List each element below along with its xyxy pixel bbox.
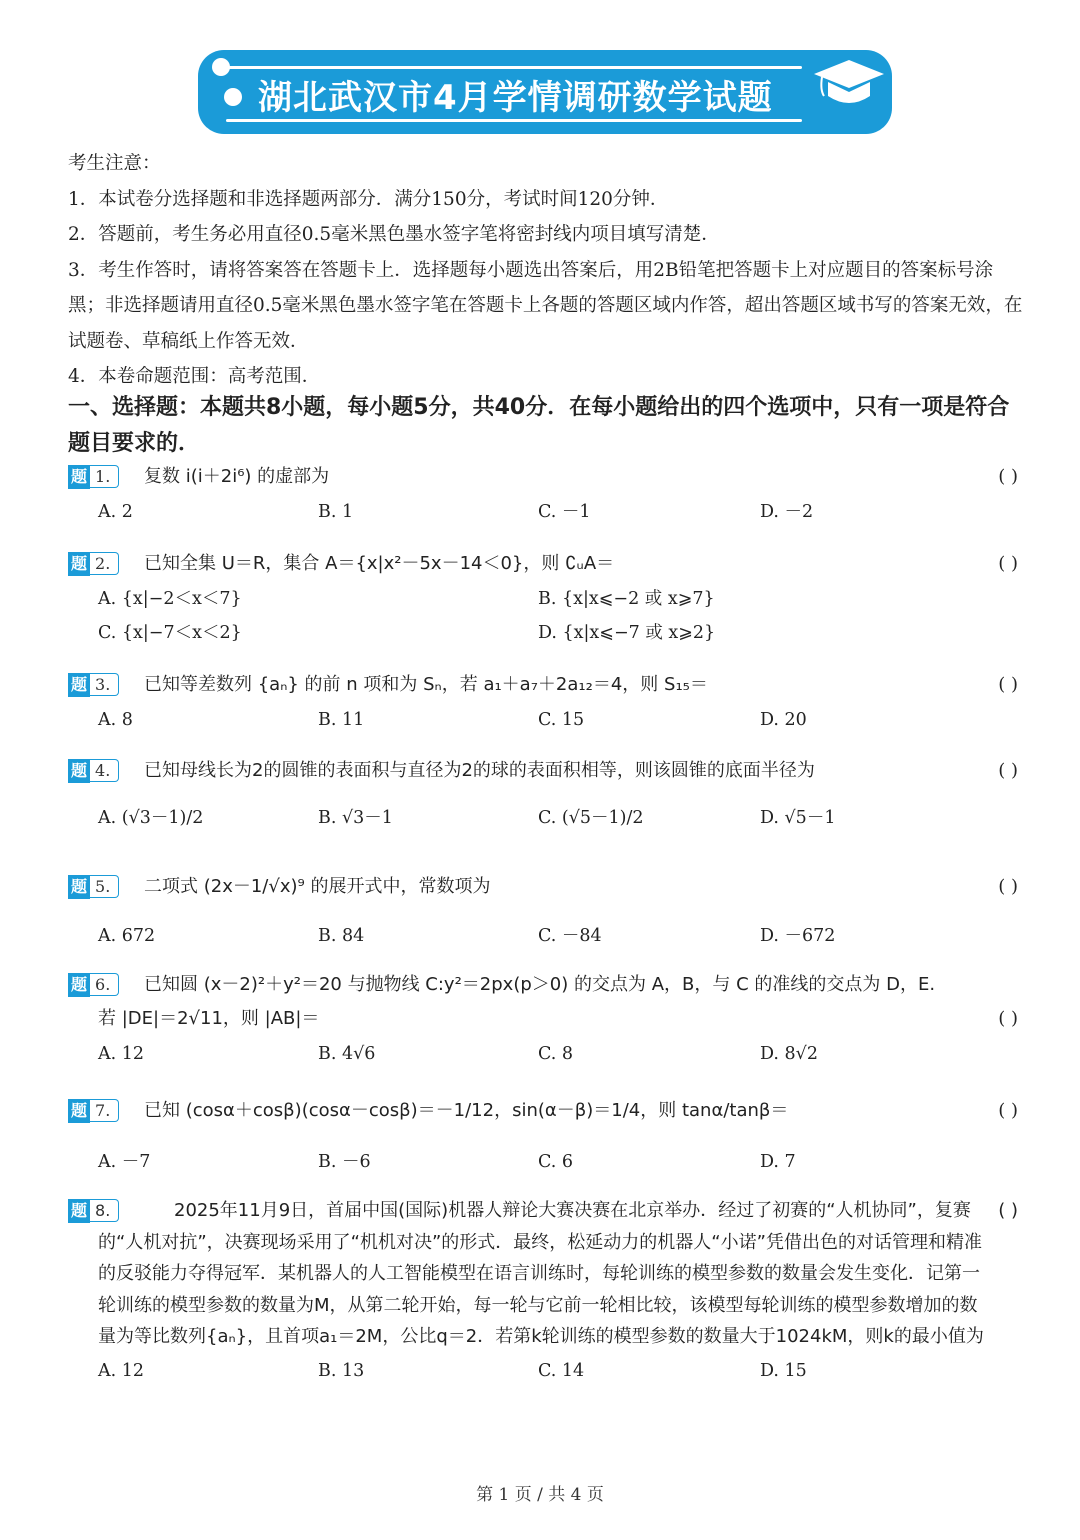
question xyxy=(68,460,1028,530)
answer-paren: ( ) xyxy=(998,760,1018,781)
option-a: A. 8 xyxy=(98,710,133,730)
banner-line xyxy=(226,119,802,122)
question xyxy=(68,870,1028,954)
question-badge: 题 4. xyxy=(68,759,119,783)
option-c: C. －84 xyxy=(538,926,602,946)
notice-block xyxy=(68,146,1028,395)
answer-paren: ( ) xyxy=(998,1008,1018,1029)
answer-paren: ( ) xyxy=(998,674,1018,695)
option-b: B. 4√6 xyxy=(318,1044,376,1064)
question xyxy=(68,1195,1028,1389)
option-a: A. 12 xyxy=(98,1044,145,1064)
option-d: D. {x|x⩽−7 或 x⩾2} xyxy=(538,623,716,643)
page-footer: 第 1 页 / 共 4 页 xyxy=(476,1485,604,1505)
banner-dot xyxy=(224,88,242,106)
option-a: A. (√3－1)/2 xyxy=(98,808,204,828)
answer-paren: ( ) xyxy=(998,1100,1018,1121)
option-d: D. －672 xyxy=(760,926,836,946)
question xyxy=(68,668,1028,738)
question xyxy=(68,547,1028,649)
question-stem-continued: 若 |DE|＝2√11，则 |AB|＝ xyxy=(98,1008,320,1029)
option-c: C. {x|−7＜x＜2} xyxy=(98,623,242,643)
option-b: B. √3－1 xyxy=(318,808,393,828)
option-d: D. 7 xyxy=(760,1152,796,1172)
option-d: D. √5－1 xyxy=(760,808,836,828)
question-badge: 题 5. xyxy=(68,875,119,899)
option-d: D. 20 xyxy=(760,710,807,730)
option-c: C. 6 xyxy=(538,1152,574,1172)
option-c: C. (√5－1)/2 xyxy=(538,808,644,828)
question xyxy=(68,754,1028,860)
question-stem: 二项式 (2x－1/√x)⁹ 的展开式中，常数项为 xyxy=(144,876,491,897)
question-badge: 题 7. xyxy=(68,1099,119,1123)
option-b: B. －6 xyxy=(318,1152,371,1172)
question-stem: 2025年11月9日，首届中国(国际)机器人辩论大赛决赛在北京举办．经过了初赛的“人机协同”，复赛的“人机对抗”，决赛现场采用了“机机对决”的形式．最终，松延动力的机器人“小诺”凭借出色的对话管理和精准的反驳能力夺得冠军．某机器人的人工智能模型在语言训练时，每轮训练的模型参数的数量会发生变化．记第一轮训练的模型参数的数量为M，从第二轮开始，每一轮与它前一轮相比较，该模型每轮训练的模型参数增加的数量为等比数列{aₙ}，且首项a₁＝2M，公比q＝2．若第k轮训练的模型参数的数量大于1024kM，则k的最小值为 xyxy=(98,1200,984,1347)
option-c: C. －1 xyxy=(538,502,591,522)
answer-paren: ( ) xyxy=(998,876,1018,897)
option-a: A. 2 xyxy=(98,502,133,522)
graduation-cap-icon xyxy=(812,52,886,116)
question-stem: 复数 i(i＋2i⁶) 的虚部为 xyxy=(144,466,330,487)
title-banner xyxy=(198,50,892,134)
option-a: A. 12 xyxy=(98,1360,145,1381)
banner-line xyxy=(226,66,802,69)
question xyxy=(68,1094,1028,1180)
question-stem: 已知全集 U＝R，集合 A＝{x|x²－5x－14＜0}，则 ∁ᵤA＝ xyxy=(144,553,615,574)
answer-paren: ( ) xyxy=(998,553,1018,574)
notice-item: 1．本试卷分选择题和非选择题两部分．满分150分，考试时间120分钟． xyxy=(68,188,669,210)
question-stem: 已知 (cosα＋cosβ)(cosα－cosβ)＝－1/12，sin(α－β)＝1/4，则 tanα/tanβ＝ xyxy=(144,1100,789,1121)
section-heading: 一、选择题：本题共8小题，每小题5分，共40分．在每小题给出的四个选项中，只有一项是符合题目要求的． xyxy=(68,395,1010,456)
option-b: B. {x|x⩽−2 或 x⩾7} xyxy=(538,589,715,609)
question-badge: 题 1. xyxy=(68,465,119,489)
option-a: A. 672 xyxy=(98,926,156,946)
answer-paren: ( ) xyxy=(998,466,1018,487)
question-badge: 题 2. xyxy=(68,552,119,576)
answer-paren: ( ) xyxy=(998,1200,1018,1221)
notice-item: 2．答题前，考生务必用直径0.5毫米黑色墨水签字笔将密封线内项目填写清楚． xyxy=(68,224,720,245)
question-badge: 题 8. xyxy=(68,1199,119,1223)
question-stem: 已知圆 (x－2)²＋y²＝20 与抛物线 C:y²＝2px(p＞0) 的交点为 A，B，与 C 的准线的交点为 D，E. xyxy=(144,974,936,995)
question-badge: 题 6. xyxy=(68,973,119,997)
notice-item: 4．本卷命题范围：高考范围． xyxy=(68,366,321,387)
option-b: B. 11 xyxy=(318,710,365,730)
question-stem: 已知母线长为2的圆锥的表面积与直径为2的球的表面积相等，则该圆锥的底面半径为 xyxy=(144,760,815,781)
question-badge: 题 3. xyxy=(68,673,119,697)
option-c: C. 8 xyxy=(538,1044,574,1064)
option-b: B. 13 xyxy=(318,1360,365,1381)
option-b: B. 1 xyxy=(318,502,354,522)
option-d: D. 8√2 xyxy=(760,1044,818,1064)
notice-item: 3．考生作答时，请将答案答在答题卡上．选择题每小题选出答案后，用2B铅笔把答题卡上对应题目的答案标号涂黑；非选择题请用直径0.5毫米黑色墨水签字笔在答题卡上各题的答题区域内作答，超出答题区域书写的答案无效，在试题卷、草稿纸上作答无效． xyxy=(68,259,1023,352)
notice-heading: 考生注意： xyxy=(68,153,161,174)
option-c: C. 15 xyxy=(538,710,585,730)
page-title: 湖北武汉市4月学情调研数学试题 xyxy=(258,78,773,118)
option-a: A. －7 xyxy=(98,1152,151,1172)
question xyxy=(68,968,1028,1072)
option-c: C. 14 xyxy=(538,1360,585,1381)
option-a: A. {x|−2＜x＜7} xyxy=(98,589,242,609)
option-b: B. 84 xyxy=(318,926,365,946)
question-stem: 已知等差数列 {aₙ} 的前 n 项和为 Sₙ，若 a₁＋a₇＋2a₁₂＝4，则 S₁₅＝ xyxy=(144,674,708,695)
option-d: D. 15 xyxy=(760,1360,807,1381)
option-d: D. －2 xyxy=(760,502,814,522)
